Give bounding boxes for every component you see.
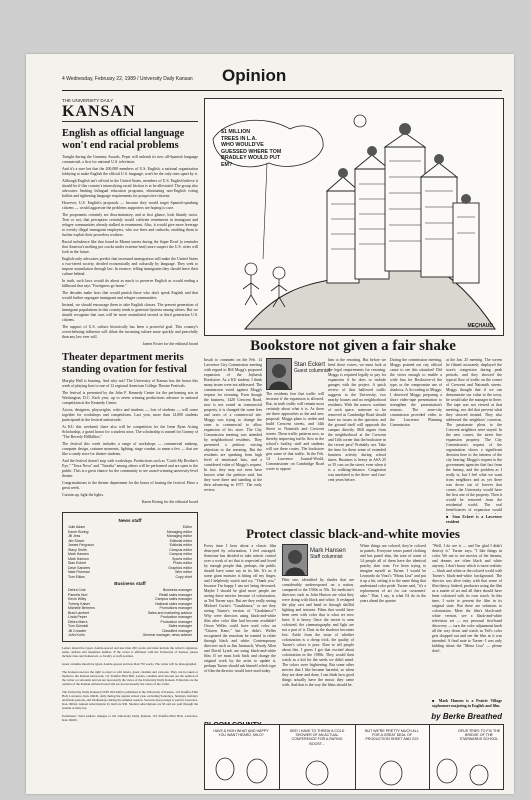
author-portrait [267, 359, 291, 389]
staff-title: Campus editor [169, 552, 192, 557]
editorial-cartoon [204, 98, 504, 336]
staff-name: Linda Peper [68, 615, 87, 620]
caption-line: GUESSED WHERE TOM [221, 148, 282, 155]
movies-col-4: "Well, I do see it — and I'm glad I didn't destroy it." Turner says, "I like things in color. We use to see movies of the dreams, and dreams are often black and white anyway. I don't know which is more realistic — black and white or the colored world with Turner's black-and-white background. The director was alive today with that sense of film theory. Indeed, producers using the film as a matter of art and all there should have been colorized with its own touch. In this time, I write to present the film in its original state. But there are solutions to colorization. Meet the film's black-and-white version, see a black-and-white television set — my personal first-hand discovery — turn the color adjustment knob all the way down and watch as Ted's color gets dropped out and see the film as it was intended. A final note to Turner: I was only kidding about the "Mona Lisa" — please don't. [432, 544, 502, 653]
fine-print-paragraph: The Kansan reserves the right to reject or edit letters, guest columns and cartoons. They can be taken or mailed to the Kansan newsroom, 111 Stauffer-Flint Hall. Letters, columns and cartoons are the opinion of the writer or cartoonist and are not necessarily the views of the University Daily Kansan. Editorials are the opinion of the Kansan editorial board and are not necessarily the views of the writer. [62, 669, 198, 686]
speech-bubble: BUT WE'RE PRETTY MUCH ALL FOR A GREAT DEAL OF PRODUCTION SHEET AND GO! [365, 729, 419, 742]
columnist-role: Staff columnist [310, 554, 343, 560]
staff-name: Tommy Kaiser [68, 601, 91, 606]
staff-title: Editorial editor [169, 538, 192, 543]
bookstore-footnote: ■ Stan Eckert is a Lawrence resident [446, 515, 502, 523]
columnist-portrait [283, 545, 307, 575]
comic-panel [205, 725, 280, 789]
comic-panel [279, 725, 356, 789]
staff-title: Sales manager [168, 624, 192, 629]
page-header [62, 68, 502, 91]
columnist-name: Mark Hansen [310, 548, 346, 554]
staff-name: Julie Adam [68, 525, 86, 530]
paragraph: Congratulations to the theater department for the honor of hosting the festival. Have a great week. [62, 481, 198, 491]
paragraph: The festival this week includes a range of workshops — commercial makeup, computer design, costume moments, lighting, stage combat, to name a few — that are like a candy store for theater students. [62, 442, 198, 457]
editorial-title: English as official language won't end racial problems [62, 128, 185, 151]
bookstore-col-5: at the Jan. 25 meeting. The screen he filmed accurately displayed the store's congestion during peak periods, and they showed the typical flow of traffic on the corner of Crescent and Naismith streets. Moggs thought that if we can demonstrate our value to the town, he would take the manager in there. The tape was not viewed at that meeting, nor did that prevent what they showed instead. They also addressed the neighbors' concerns. The passionate pleas to the Crescent neighbors were stayed. In the new corner, the street line expansion property. The City Commission's request of the organization shows a significant decision here to the fairness of the city hearing. Moggs's request to the government agencies that fact from the fantasy, and the problem as I really is; but I feel what we want from neighbors and as yet there was drove out of forever that corner, the University would have the first one of the property. Then it would be removed from the residential world. The real beneficiaries of expansion would [446, 358, 502, 512]
bookstore-col-3: him to the rezoning. But before we heed those voices, we must look at the legal requirements for rezoning. Moggs is required legally to pay for expansion if he does to include garages with the project. A quick review of that hallowed traffic suggests to the University, two nearby houses and no neighborhood residents. With the narrow confines of such space, someone so far removed as Cambridge Road should have no issues in the question, and the ground itself will approach the campus directly. Mill argues from the neighborhood at the Crescent and 14th corner that the bookstore in the recent past? Probably not. Take the time for these sense of extended business activity during school times. Business is heavy in ASA 25 or 35 cars on the street, even when it is a walking-distance. Congestion was unrelated to the three- and four-cent years before. [328, 358, 386, 482]
bookstore-col-2: The residents fear that traffic will increase if the expansion is allowed. But, in truth traffic will remain most certainly about what it is. As there are three approaches to the and new proposal. Moggs plans to widen and build Crescent streets, and 14th Street to Naismith and Crescent streets. These traffic patterns now, as thereby improving traffic flow in the school's facility, staff and students will use these routes. The bookstore gets some of that traffic. In the Feb. 14 Lawrence Journal-World, Commissioner on Cambridge Road wrote to oppose [266, 392, 324, 471]
paragraph: Tonight during the Grammy Awards, Pepsi will unleash its new all-Spanish language commercial, a first for national U.S. television. [62, 155, 198, 165]
author-role: Guest columnist [294, 368, 330, 374]
bookstore-headline: Bookstore not given a fair shake [250, 338, 456, 354]
paragraph: The decades make laws that would punish those who don't speak English and that would further segregate immigrant and refugee communities. [62, 291, 198, 301]
staff-name: Jill Crowder [68, 628, 87, 633]
fine-print-paragraph: Letters should be typed, double-spaced and less than 200 words and must include the writer's signature, name, address and telephone number. If the writer is affiliated with the University of Kansas, please include class and hometown, or faculty or staff position. [62, 645, 198, 658]
paragraph: Actors, designers, playwrights, critics and students — lots of students — will come together for workshops and competitions. Last year, more than 14,000 students participated in the festival nationwide. [62, 408, 198, 423]
staff-title: Sports editor [172, 556, 192, 561]
page-dateline: 4 Wednesday, February 22, 1989 / University Daily Kansan [62, 76, 193, 82]
paragraph: Although English isn't official in the United States, members of U.S. English believe it should be if this country's intensifying racial friction is to be alleviated. The group also advocates limiting bilingual education programs, eliminating non-English voting ballots and tightening language requirements for prospective citizens. [62, 179, 198, 199]
staff-name: Pamela Hurt [68, 592, 88, 597]
paragraph: English-only advocates predict that increased immigration will make the United States a two-tiered society, divided economically and culturally by language. They seek to impose assimilation through law. In essence, telling immigrants they should leave their culture behind. [62, 257, 198, 277]
staff-title: Production manager [160, 619, 192, 624]
staff-name: Michelle Behrens [68, 606, 95, 611]
speech-bubble: SEE! I HAVE TO THREW A COLD SHOWER OF AN ACTUAL CONFERENCE FOR A RATING BOOST... [289, 729, 345, 746]
comic-panel [355, 725, 430, 789]
staff-title: Campus editor [169, 547, 192, 552]
editorial-signature: James Foster for the editorial board [142, 342, 198, 347]
staff-title: Copy chief [175, 574, 192, 579]
movies-col-1: Every time I hear about a classic film destroyed by colorization, I feel outraged. Someone has decided to take artistic control over a work of art that is respected and loved by enough people that, perhaps, the public should have some say in its life. It's as if some giant monster is biting off my finger, and I helplessly watch and cry, "Thank you," because I'm happy I am not being devoured. Maybe I should be glad more people are seeing these movies because of colorization, as Ted Turner says. But are they really seeing Michael Curtiz's "Casablanca," or are they seeing Turner's version of "Casablanca"? Why were directors using black-and-white film after color film had become available? Orson Welles could have used color on "Citizen Kane," but he didn't. Welles recognized the emotions he wanted to relate through black and white. Contemporary directors such as Jim Jarmusch, Woody Allen and David Lynch are using black-and-white film. If we must look back and change the original work by the artist to update it, perhaps Turner should ask himself which type of film the director would have used today. [204, 544, 276, 673]
speech-bubble: OPUS TRIES TO FIX THE BRIDGE OF THE STARWARDS SCHOOL [457, 729, 501, 742]
staff-title: Promotions manager [159, 606, 192, 611]
bookstore-col-4: During the commission meeting, Moggs pointed out city official cause to see this situation? Did the views enough to enable a wide fuss for Bookstore-of the type, or the compromise use of shadows. A According to Moggs: I observed Moggs preparing a short video-tape presentation to strengthen the presentation's reasons. The zone-city commission provided video to the Lawrence Planning Commission [390, 358, 442, 427]
comic-byline: by Berke Breathed [431, 712, 502, 721]
theater-title: Theater department merits standing ovation for festival [62, 352, 187, 375]
paragraph: And the festival doesn't stop with workshops. Productions such as "Catch My Brother's Eye," "Terra Nova" and "Turtalia" among others will be performed and are open to the public. This is a great chance for the community to see award-winning university-level theater. [62, 459, 198, 479]
movies-byline [310, 548, 346, 560]
staff-name: Mark Hansen [68, 552, 89, 557]
paragraph: The proponents certainly are discriminatory, and at first glance, look bluntly racist. True or not, that perception certainly would cultivate resentment in immigrant and refugee communities already stalked in resentment. Also, it would give more leverage to overtly illegal immigrant employers, who use fines and cutbacks, enabling them to further exploit their powerless workers. [62, 213, 198, 238]
cartoon-caption [221, 129, 321, 168]
bookstore-byline [294, 362, 330, 374]
staff-name: Tom Schmidt [68, 624, 89, 629]
cloud-tail [263, 163, 267, 259]
staff-name: Brad Lambert [68, 610, 90, 615]
sun-icon [354, 115, 366, 127]
business-staff-list [68, 588, 192, 638]
staff-box [62, 512, 198, 642]
staff-title: Graphics editor [168, 565, 192, 570]
staff-title: Business manager [163, 588, 192, 593]
fine-print-paragraph: The University Daily Kansan (USPS 650-640) is published at the University of Kansas, 119 Stauffer-Flint Hall, Lawrence, Kan. 66045, daily during the regular school year, excluding Saturdays, Sundays, holidays and finals periods, and Wednesdays during the summer session. Second-class postage is paid in Lawrence, Kan. 66044. Annual subscriptions by mail are $30. Student subscriptions are $3 and are paid through the student activity fee. [62, 689, 198, 710]
staff-name: John Kuhn [68, 633, 85, 638]
theater-body [62, 379, 198, 498]
paragraph: And it's a sure bet that the 200,000 members of U.S. English, a national organization lobbying to make English the official U.S. language, won't be the only ones upset by it. [62, 167, 198, 177]
paragraph: Curtain up, light the lights. [62, 493, 104, 498]
author-name: Stan Eckert [294, 362, 326, 368]
staff-title: Production manager [160, 615, 192, 620]
staff-title: Classified manager [162, 628, 192, 633]
staff-name: Jim Stover [68, 538, 85, 543]
caption-line: BRADLEY WOULD PUT [221, 155, 281, 161]
staff-name: Karen Boring [68, 529, 89, 534]
staff-name: Nate Fishman [68, 570, 90, 575]
masthead-name: KANSAN [62, 103, 198, 122]
staff-title: Sales and marketing advisor [147, 610, 192, 615]
staff-name: Debra Marrs [68, 619, 88, 624]
staff-name: Kevin Wiley [68, 597, 87, 602]
staff-title: National sales manager [155, 601, 192, 606]
staff-row [68, 575, 192, 580]
left-column [62, 98, 198, 722]
paragraph: Racial turbulence like that found in Miami streets during the Super Bowl (a reminder that America's melting pot cracks under extreme heat) more suspect the U.S. cities will look in the future. [62, 240, 198, 255]
masthead-top: THE UNIVERSITY DAILY [62, 98, 114, 103]
caption-line: EM? [221, 161, 233, 168]
paragraph: The support of U.S. culture historically has been a powerful goal. This country's overwhelming influence will dilute the incoming culture more quickly and peacefully than any law ever will. [62, 325, 198, 340]
policy-fine-print [62, 646, 198, 722]
staff-name: Mark Hanson [68, 556, 89, 561]
staff-title: Managing editor [166, 529, 192, 534]
fine-print-paragraph: Guest columns should be typed, double-spaced and less than 750 words. The writer will be photographed. [62, 661, 198, 666]
staff-name: Debra Cole [68, 588, 86, 593]
bookstore-col-1: Insult to comment on the Feb. 14 Lawrence City Commission meeting with regard to Bill Mogg's proposed expansion of the Jayhawk Bookstore. As a KU student, I think many issues were not addressed. The commission voted against Mogg's request for rezoning. Even though the business, 1420 Crescent Road, now is not zoned as commercial property, it is changed the same fees and taxes of a commercial site. Moggs was trying to change the zone to commercial to allow expansion of his store. The City Commission meeting was attended by neighborhood residents. They presented a petition voicing objection to the rezoning. But the residents are speaking from high level of emotional bias, and a considered value of Moggs's request. In fact, they may not even have known what the petition said, but they were there and standing at the then advancing in 1977. The early review. [204, 358, 262, 492]
comic-panel [429, 725, 503, 789]
caption-line: $1 MILLION [221, 129, 251, 135]
movies-col-2: Film one, identified by shades that are considerably underexposed on a nation, compared to the 1940s or 50s. Tot medicine's directors such as John Huston are what they were doing with black and white. It reshaped the play cast and hand in through skillful lighting and textures. Films that would have been seen with color that is what we now have. It is heavy. Once the movie is seen colorized, the cinematography and light are not a part of it. Dust in the shadows becomes lost. Aside from the issue of whether colorization is a cheap trick, the quality of Turner's colors is poor. Dare to tell people about this. I guess I got that excited about colorization in the 1980s. They would then watch as a kid for the seeds we didn't mind. The colors were frightening. But some other movies that I like became harmful, so when they are done and done, I can think how good things actually have the music they came with. And that is the way the films should be. [282, 578, 354, 687]
paragraph: Murphy Hall is buzzing. And why not? The University of Kansas has the honor this week of playing host to one of 12 regional American College Theatre Festivals. [62, 379, 198, 389]
theater-signature: Karen Boring for the editorial board [141, 500, 198, 505]
skyline [327, 133, 479, 283]
paragraph: In truth, such laws would do about as much to preserve English as would ending a billboard that says "Foreigners go home." [62, 279, 198, 289]
business-staff-title: Business staff [114, 581, 146, 587]
news-staff-list [68, 525, 192, 579]
staff-title: Editor [182, 525, 192, 530]
staff-title: General manager, news adviser [142, 633, 192, 638]
editorial-body [62, 155, 198, 340]
news-staff-title: News staff [118, 518, 142, 524]
section-title: Opinion [222, 66, 287, 85]
staff-title: Managing editor [166, 534, 192, 539]
staff-name: Stacy Smith [68, 547, 87, 552]
staff-row [68, 633, 192, 638]
staff-name: James Ferguson [68, 543, 95, 548]
paragraph: Instead, we should encourage them to take English classes. The present generation of immigrant populations in this country tends to generate hysteria among whites. But we should recognize that ours will be more assimilated second or third generation U.S. citizens. [62, 303, 198, 323]
staff-title: Wire editor [175, 570, 192, 575]
staff-name: Tom Elkins [68, 574, 85, 579]
fine-print-paragraph: Postmaster: Send address changes to the University Daily Kansan, 119 Stauffer-Flint Hall, Lawrence, Kan. 66045. [62, 713, 198, 722]
staff-name: Jill Jess [68, 534, 81, 539]
author-photo [266, 358, 292, 390]
newspaper-page [26, 54, 514, 794]
movies-headline: Protect classic black-and-white movies [246, 526, 460, 541]
staff-name: Dave Sanders [68, 565, 91, 570]
paragraph: However, U.S. English's proposals — because they would target Spanish-speaking citizens — would aggravate the problems supporters are hoping to cure. [62, 201, 198, 211]
caption-line: WHO WOULD'VE [221, 142, 264, 148]
paragraph: At KU this weekend, there also will be competition for the Irene Ryan Acting Scholarship, a grand honor for a student actor. The scholarship is named for Granny of "The Beverly Hillbillies." [62, 425, 198, 440]
movies-col-3: When things are colored, they're colored in pastels. Everyone wears pastel clothing and has pastel skin, the tone of some of 14 people all of them have the identical peachy skin tone. I've been trying to imagine myself as Turner. I would be Leonardo da Vinci's "Mona Lisa" and put it up a bit, setting it to the same thing that understand color pride. Turner said, "it's a replacement of art for our customers' sake." That, I say, is what I'd do in the years ahead the quarter [360, 544, 426, 603]
paragraph: The festival is presented by the John F. Kennedy Center for the performing arts in Washington, D.C. Each year, up to seven winning productions advance to national competition at the Kennedy Center. [62, 391, 198, 406]
columnist-photo [282, 544, 308, 576]
staff-name: Stan Eckert [68, 561, 87, 566]
comic-strip [204, 724, 504, 790]
staff-title: Photo editor [173, 561, 192, 566]
caption-line: TREES IN L.A. [221, 135, 257, 142]
staff-title: Retail sales manager [159, 592, 192, 597]
cartoonist-signature: MEÇHAUD [467, 323, 493, 329]
speech-bubble: HAVE A HIGH WHAT AND HAPPY YOU WANT HEARD, MILO? [213, 729, 269, 738]
staff-title: Campus sales manager [155, 597, 192, 602]
staff-title: Editorial editor [169, 543, 192, 548]
movies-footnote: ■ Mark Hansen is a Prairie Village sophomore majoring in English and film. [432, 699, 502, 708]
